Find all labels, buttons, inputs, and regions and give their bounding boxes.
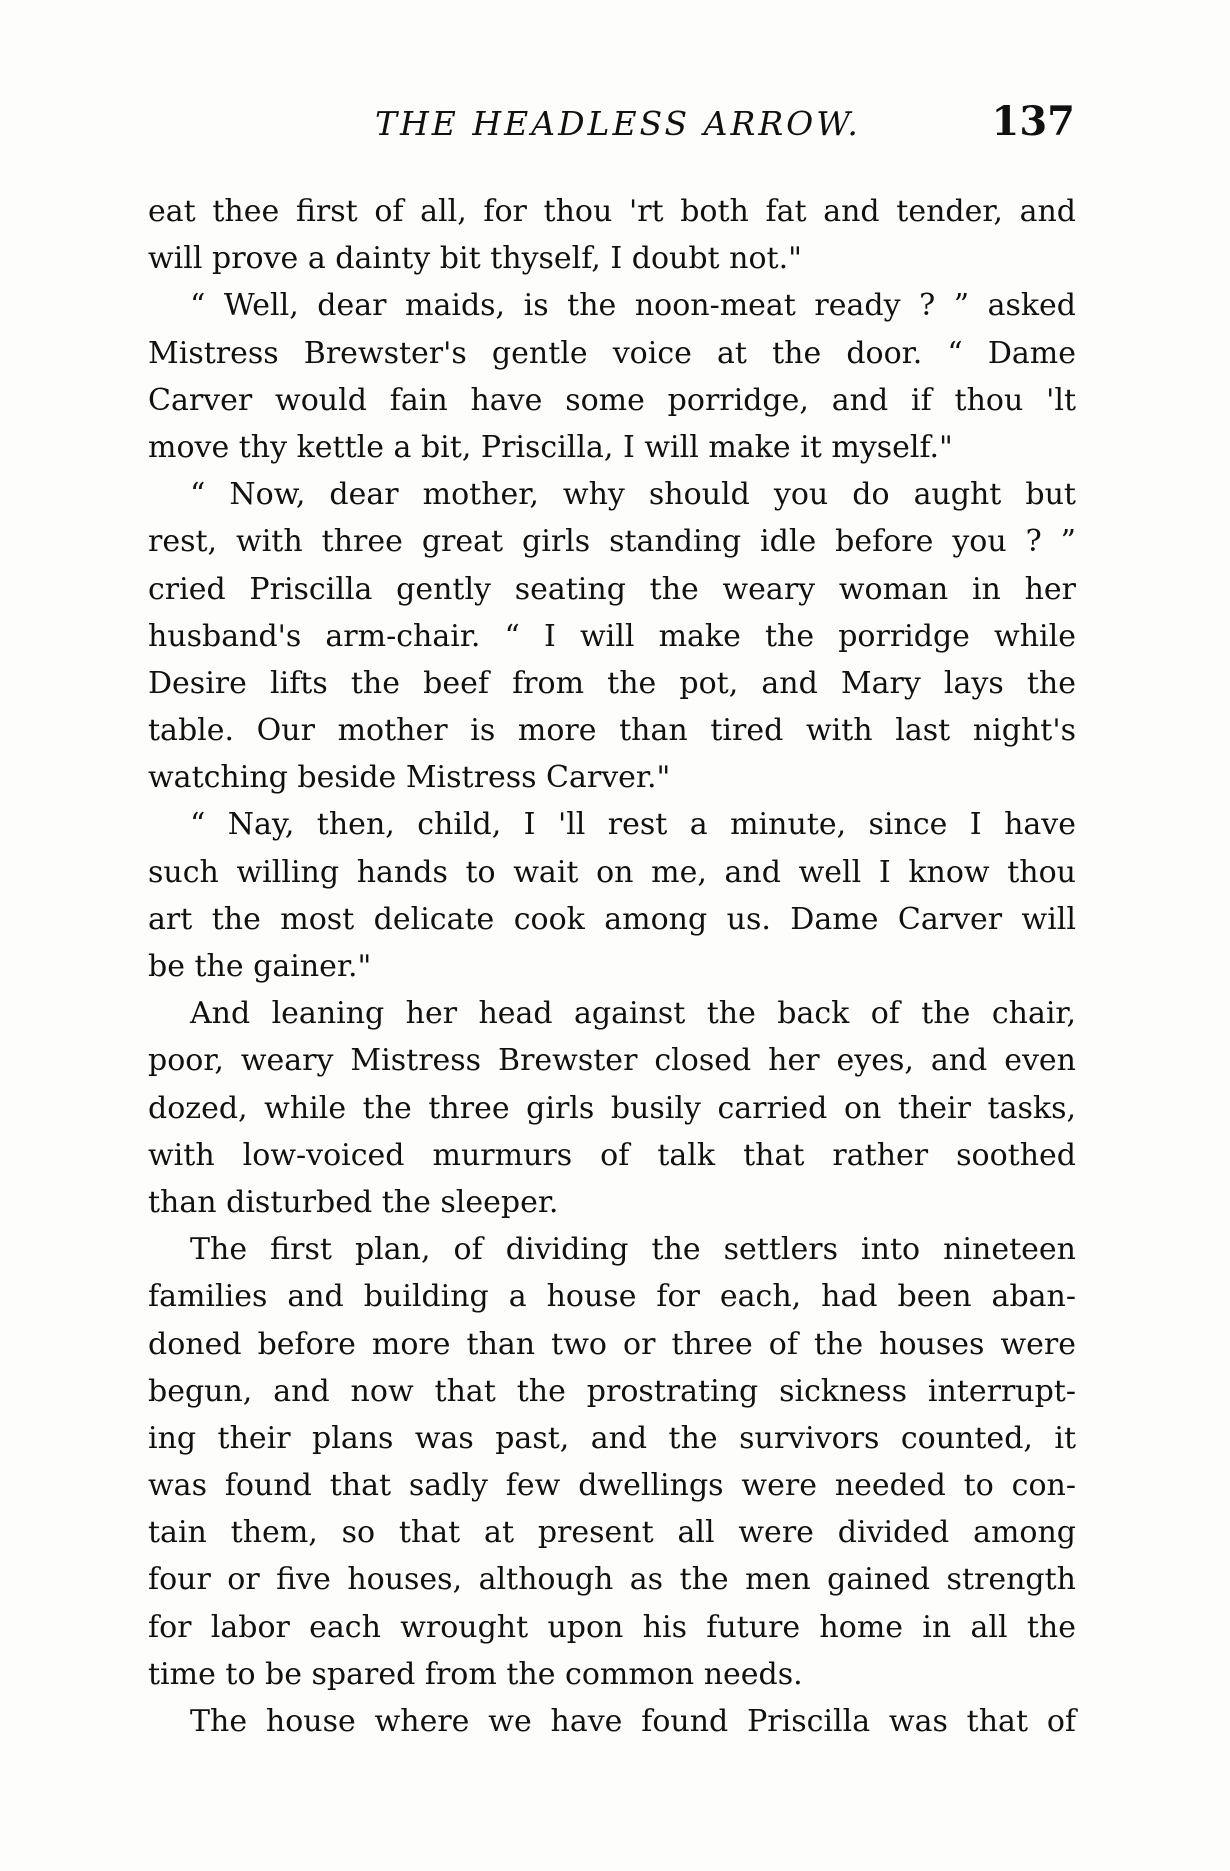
text-line: begun, and now that the prostrating sickness interrupt- [148,1373,1076,1409]
text-line: move thy kettle a bit, Priscilla, I will make it myself." [148,429,953,465]
text-line: Desire lifts the beef from the pot, and Mary lays the [148,665,1076,701]
text-line: four or five houses, although as the men gained strength [148,1562,1076,1598]
text-line: poor, weary Mistress Brewster closed her eyes, and even [148,1043,1076,1079]
text-line: time to be spared from the common needs. [148,1656,803,1692]
text-line: than disturbed the sleeper. [148,1184,559,1220]
text-line: Carver would fain have some porridge, and if thou 'lt [148,382,1076,418]
text-line: tain them, so that at present all were divided among [148,1515,1076,1551]
text-line: doned before more than two or three of the houses were [148,1326,1076,1362]
text-line: ing their plans was past, and the survivors counted, it [148,1420,1076,1456]
text-line: such willing hands to wait on me, and well I know thou [148,854,1076,890]
text-line: be the gainer." [148,949,372,984]
text-line: The first plan, of dividing the settlers into nineteen [190,1232,1076,1268]
running-title: THE HEADLESS ARROW. [375,104,861,143]
text-line: cried Priscilla gently seating the weary woman in her [148,571,1076,607]
text-line: dozed, while the three girls busily carried on their tasks, [148,1090,1076,1126]
text-line: And leaning her head against the back of the chair, [190,996,1076,1032]
text-line: art the most delicate cook among us. Dame Carver will [148,901,1076,937]
text-line: Mistress Brewster's gentle voice at the door. “ Dame [148,335,1076,371]
page-header [150,98,1075,154]
text-line: will prove a dainty bit thyself, I doubt not." [148,241,802,277]
text-line: The house where we have found Priscilla was that of [190,1704,1076,1739]
text-line: “ Nay, then, child, I 'll rest a minute, since I have [190,807,1076,843]
text-line: “ Well, dear maids, is the noon-meat ready ? ” asked [190,288,1076,324]
text-line: with low-voiced murmurs of talk that rather soothed [148,1137,1076,1173]
text-line: rest, with three great girls standing idle before you ? ” [148,524,1076,560]
text-line: table. Our mother is more than tired with last night's [148,713,1076,749]
page-number: 137 [991,98,1075,145]
text-line: watching beside Mistress Carver." [148,760,671,796]
body-text [148,188,1076,1745]
text-line: was found that sadly few dwellings were needed to con- [148,1468,1076,1504]
text-line: husband's arm-chair. “ I will make the porridge while [148,618,1076,654]
text-line: eat thee first of all, for thou 'rt both fat and tender, and [148,194,1076,229]
text-line: “ Now, dear mother, why should you do aught but [190,477,1076,513]
text-line: for labor each wrought upon his future home in all the [148,1609,1076,1645]
text-line: families and building a house for each, had been aban- [148,1279,1076,1315]
